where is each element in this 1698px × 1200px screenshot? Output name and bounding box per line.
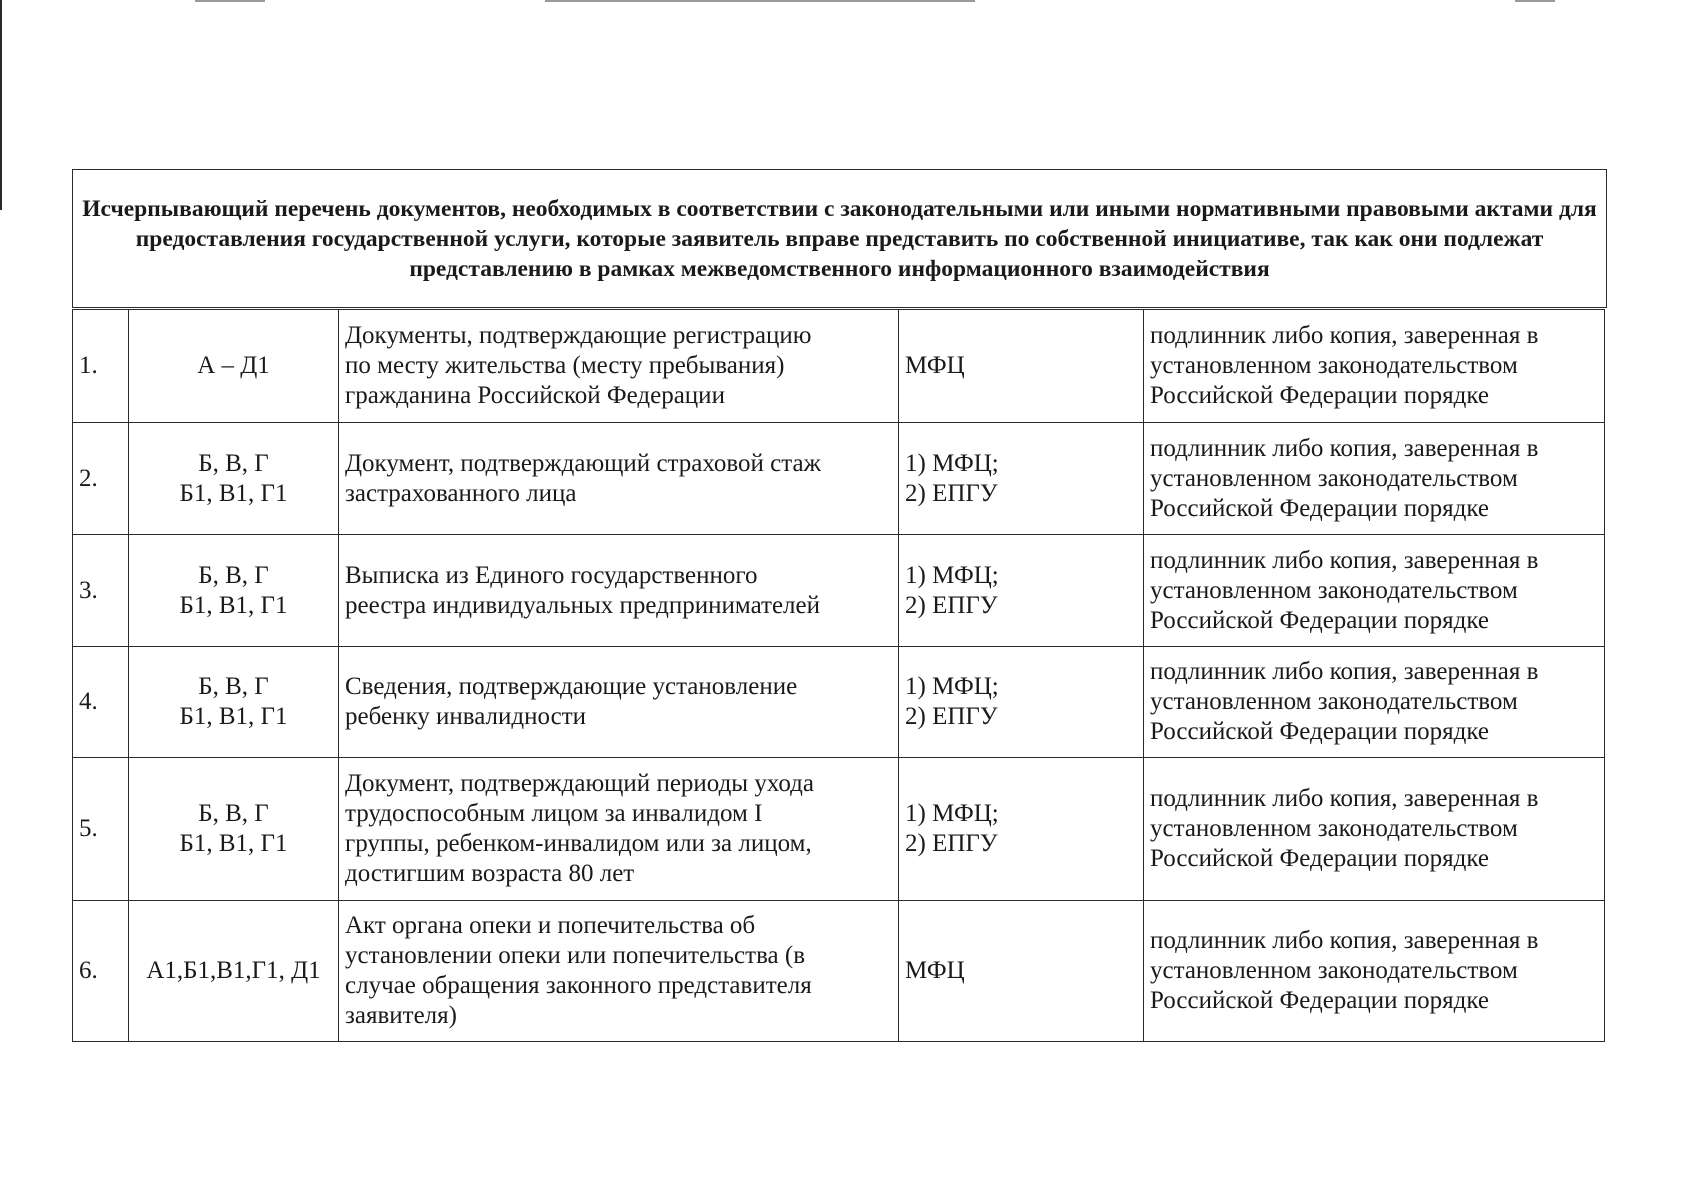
form-line: подлинник либо копия, заверенная в xyxy=(1150,322,1539,349)
document-form xyxy=(1144,758,1605,901)
category-line: Б1, В1, Г1 xyxy=(179,479,288,507)
scan-edge-mark xyxy=(1515,0,1555,2)
document-form xyxy=(1144,535,1605,647)
table-row xyxy=(73,647,1605,758)
document-line: Документы, подтверждающие регистрацию xyxy=(345,322,812,349)
submission-channel xyxy=(899,901,1144,1042)
form-line: Российской Федерации порядке xyxy=(1150,382,1489,409)
category-line: А – Д1 xyxy=(197,352,270,379)
scan-edge-mark xyxy=(545,0,975,2)
category-line: Б1, В1, Г1 xyxy=(179,830,288,857)
category-line: Б, В, Г xyxy=(198,673,269,700)
scan-edge-mark xyxy=(0,0,2,210)
source-line: 1) МФЦ; xyxy=(905,800,999,827)
document-line: заявителя) xyxy=(345,1002,457,1029)
table-row xyxy=(73,423,1605,535)
applicant-categories xyxy=(129,310,339,423)
document-name xyxy=(339,535,899,647)
source-line: 2) ЕПГУ xyxy=(905,703,998,730)
table-row xyxy=(73,758,1605,901)
document-line: ребенку инвалидности xyxy=(345,703,587,730)
document-name xyxy=(339,758,899,901)
form-line: подлинник либо копия, заверенная в xyxy=(1150,658,1539,685)
document-line: Акт органа опеки и попечительства об xyxy=(345,912,756,939)
row-number xyxy=(73,423,129,535)
category-line: А1,Б1,В1,Г1, Д1 xyxy=(146,957,321,984)
applicant-categories xyxy=(129,423,339,535)
form-line: установленном законодательством xyxy=(1150,352,1518,379)
applicant-categories xyxy=(129,647,339,758)
source-line: 1) МФЦ; xyxy=(905,561,999,589)
submission-channel xyxy=(899,310,1144,423)
form-line: Российской Федерации порядке xyxy=(1150,845,1489,872)
table-row xyxy=(73,535,1605,647)
document-line: достигшим возраста 80 лет xyxy=(345,860,635,887)
submission-channel xyxy=(899,647,1144,758)
source-line: 2) ЕПГУ xyxy=(905,591,998,619)
row-number-text: 1. xyxy=(79,352,98,379)
document-line: Сведения, подтверждающие установление xyxy=(345,673,798,700)
applicant-categories xyxy=(129,535,339,647)
document-line: по месту жительства (месту пребывания) xyxy=(345,352,785,379)
row-number-text: 5. xyxy=(79,815,98,842)
scan-edge-mark xyxy=(195,0,265,2)
table-title-box xyxy=(72,169,1607,308)
table-title: Исчерпывающий перечень документов, необходимых в соответствии с законодательными или иными нормативными правовыми актами для предоставления государственной услуги, которые заявитель вправе представить по собственной инициативе, так как они подлежат представлению в рамках межведомственного информационного взаимодействия xyxy=(82,195,1597,282)
row-number-text: 2. xyxy=(79,464,98,492)
row-number xyxy=(73,310,129,423)
document-line: Документ, подтверждающий страховой стаж xyxy=(345,449,821,477)
table-row xyxy=(73,901,1605,1042)
applicant-categories xyxy=(129,901,339,1042)
document-form xyxy=(1144,647,1605,758)
category-line: Б, В, Г xyxy=(198,561,269,589)
form-line: подлинник либо копия, заверенная в xyxy=(1150,927,1539,954)
document-form xyxy=(1144,423,1605,535)
form-line: установленном законодательством xyxy=(1150,957,1518,984)
form-line: подлинник либо копия, заверенная в xyxy=(1150,546,1539,574)
document-name xyxy=(339,310,899,423)
document-name xyxy=(339,423,899,535)
table-row xyxy=(73,310,1605,423)
form-line: Российской Федерации порядке xyxy=(1150,494,1489,522)
submission-channel xyxy=(899,423,1144,535)
form-line: установленном законодательством xyxy=(1150,576,1518,604)
row-number xyxy=(73,901,129,1042)
row-number-text: 3. xyxy=(79,576,98,604)
row-number xyxy=(73,647,129,758)
submission-channel xyxy=(899,535,1144,647)
category-line: Б1, В1, Г1 xyxy=(179,591,288,619)
document-form xyxy=(1144,901,1605,1042)
category-line: Б1, В1, Г1 xyxy=(179,703,288,730)
form-line: установленном законодательством xyxy=(1150,464,1518,492)
row-number xyxy=(73,535,129,647)
source-line: 2) ЕПГУ xyxy=(905,479,998,507)
row-number-text: 6. xyxy=(79,957,98,984)
document-line: случае обращения законного представителя xyxy=(345,972,812,999)
document-line: Выписка из Единого государственного xyxy=(345,561,758,589)
source-line: 1) МФЦ; xyxy=(905,673,999,700)
source-line: МФЦ xyxy=(905,957,965,984)
document-name xyxy=(339,647,899,758)
document-line: застрахованного лица xyxy=(345,479,577,507)
row-number-text: 4. xyxy=(79,688,98,715)
document-line: трудоспособным лицом за инвалидом I xyxy=(345,800,763,827)
document-line: гражданина Российской Федерации xyxy=(345,382,725,409)
form-line: установленном законодательством xyxy=(1150,815,1518,842)
document-line: Документ, подтверждающий периоды ухода xyxy=(345,770,814,797)
source-line: МФЦ xyxy=(905,352,965,379)
form-line: Российской Федерации порядке xyxy=(1150,606,1489,634)
category-line: Б, В, Г xyxy=(198,449,269,477)
row-number xyxy=(73,758,129,901)
category-line: Б, В, Г xyxy=(198,800,269,827)
document-name xyxy=(339,901,899,1042)
form-line: Российской Федерации порядке xyxy=(1150,987,1489,1014)
document-line: установлении опеки или попечительства (в xyxy=(345,942,806,969)
document-line: группы, ребенком-инвалидом или за лицом, xyxy=(345,830,812,857)
source-line: 1) МФЦ; xyxy=(905,449,999,477)
source-line: 2) ЕПГУ xyxy=(905,830,998,857)
documents-table-body xyxy=(73,310,1605,1042)
form-line: подлинник либо копия, заверенная в xyxy=(1150,434,1539,462)
document-form xyxy=(1144,310,1605,423)
form-line: Российской Федерации порядке xyxy=(1150,718,1489,745)
applicant-categories xyxy=(129,758,339,901)
form-line: установленном законодательством xyxy=(1150,688,1518,715)
form-line: подлинник либо копия, заверенная в xyxy=(1150,785,1539,812)
submission-channel xyxy=(899,758,1144,901)
document-line: реестра индивидуальных предпринимателей xyxy=(345,591,820,619)
documents-table xyxy=(72,309,1605,1042)
